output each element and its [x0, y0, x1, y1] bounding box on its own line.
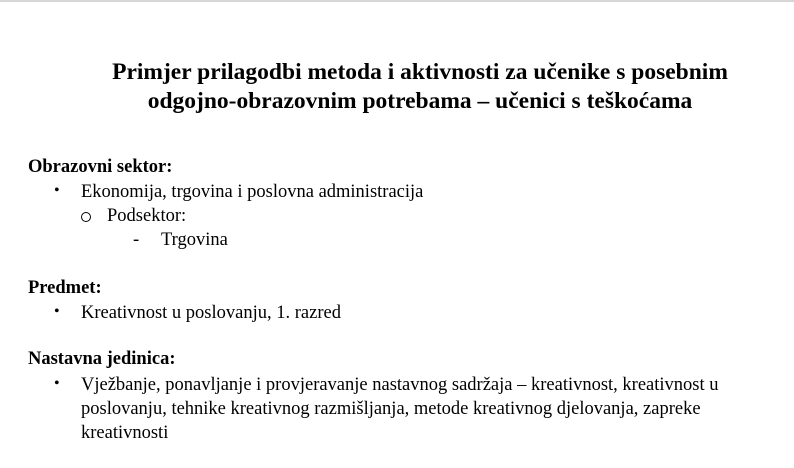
subject-heading: Predmet:: [28, 278, 102, 298]
subsector-label: Podsektor:: [107, 206, 187, 226]
sector-heading: Obrazovni sektor:: [28, 157, 173, 177]
document-title-line-1: Primjer prilagodbi metoda i aktivnosti za učenike s posebnim: [112, 59, 728, 85]
subject-item: Kreativnost u poslovanju, 1. razred: [81, 303, 341, 323]
unit-bullet: •: [54, 375, 60, 392]
sector-item: Ekonomija, trgovina i poslovna administracija: [81, 182, 424, 202]
document-title: [40, 58, 794, 116]
unit-item-line-3: kreativnosti: [81, 423, 169, 443]
unit-item-line-1: Vježbanje, ponavljanje i provjeravanje nastavnog sadržaja – kreativnost, kreativnost u: [81, 375, 719, 395]
subsector-item: Trgovina: [161, 230, 228, 250]
unit-item-line-2: poslovanju, tehnike kreativnog razmišljanja, metode kreativnog djelovanja, zapreke: [81, 399, 701, 419]
document-title-line-2: odgojno-obrazovnim potrebama – učenici s teškoćama: [147, 88, 693, 114]
unit-heading: Nastavna jedinica:: [28, 349, 176, 369]
subject-bullet: •: [54, 303, 60, 320]
sector-bullet: •: [54, 182, 60, 199]
subsector-circle-bullet: [81, 212, 91, 222]
subsector-dash: -: [133, 230, 140, 250]
